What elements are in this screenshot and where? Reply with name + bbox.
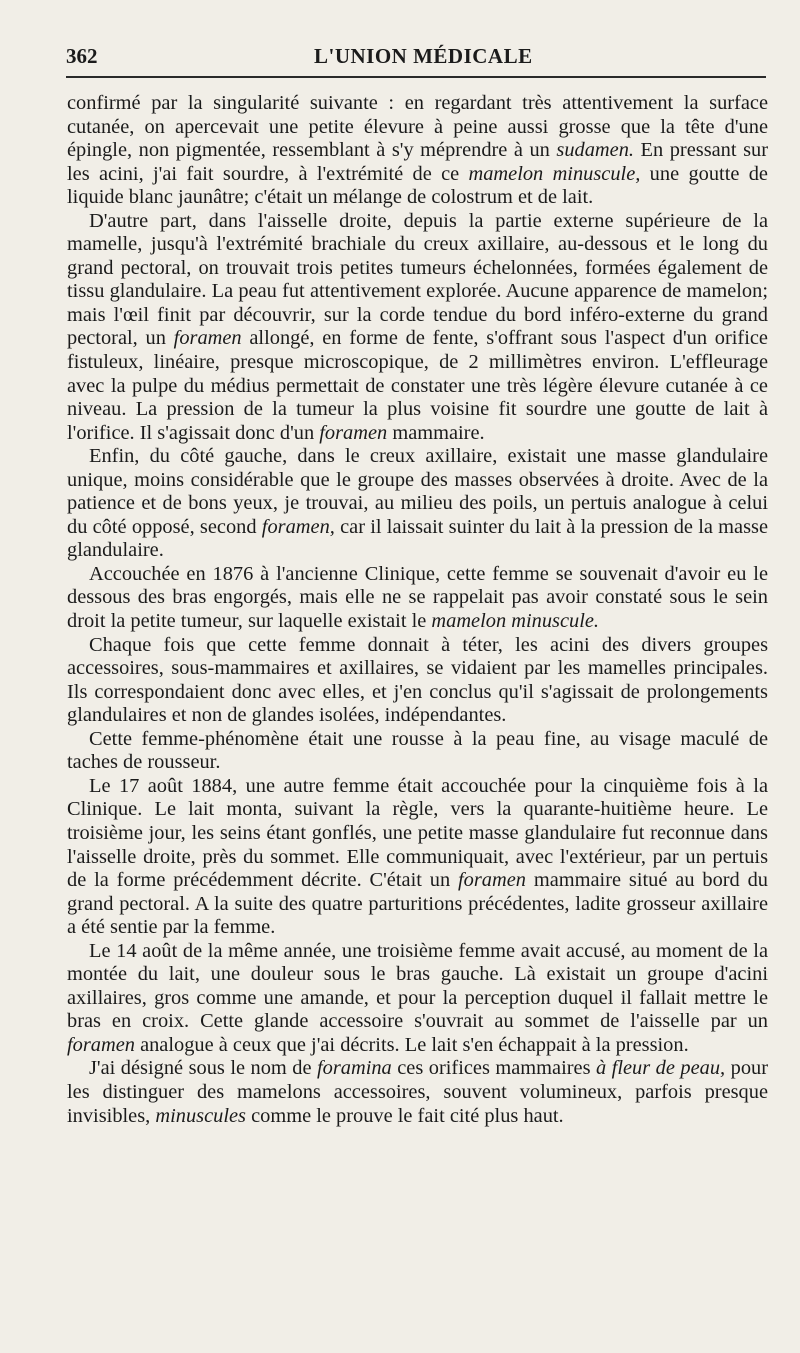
text-run: J'ai désigné sous le nom de — [89, 1057, 317, 1080]
text-run: allongé, en forme de fente, s'offrant sous l'aspect d'un orifice fistuleux, linéaire, presque microscopique, de 2 millimètres environ. L'effleurage avec la pulpe du médius permettait de constater une très légère élevure cutanée à ce niveau. La pression de la tumeur la plus voisine fit sourdre une goutte de lait à l'orifice. Il s'agissait donc d'un — [67, 327, 768, 444]
paragraph — [67, 775, 768, 940]
paragraph — [67, 563, 768, 634]
italic-text: foramina — [316, 1057, 392, 1080]
italic-text: mamelon minuscule. — [431, 610, 600, 633]
page-header — [66, 44, 766, 74]
text-run: car il laissait suinter du lait à la pression de la masse glandulaire. — [67, 515, 769, 562]
paragraph — [67, 92, 768, 210]
paragraph — [67, 1057, 768, 1128]
text-run: analogue à ceux que j'ai décrits. Le lait s'en échappait à la pression. — [134, 1033, 689, 1056]
text-run: pour les distinguer des mamelons accessoires, souvent volumineux, parfois presque invisibles, — [67, 1057, 768, 1127]
paragraph — [67, 728, 768, 775]
running-title: L'UNION MÉDICALE — [314, 44, 533, 68]
italic-text: foramen — [173, 327, 242, 350]
text-run: Accouchée en 1876 à l'ancienne Clinique, cette femme se souvenait d'avoir eu le dessous des bras engorgés, mais elle ne se rappelait pas avoir constaté sous le sein droit la petite tumeur, sur laquelle existait le — [67, 562, 768, 633]
italic-text: mamelon minuscule, — [468, 162, 641, 185]
italic-text: sudamen. — [556, 139, 634, 162]
text-run: août de la même année, une troisième femme avait accusé, au moment de la montée du lait, une douleur sous le bras gauche. Là existait un groupe d'acini axillaires, gros comme une amande, et pour la perception duquel il fallait mettre le bras en croix. Cette glande accessoire s'ouvrait au sommet de l'aisselle par un — [67, 939, 769, 1033]
text-run: En pressant sur les acini, j'ai fait sourdre, à l'extrémité de ce — [67, 139, 768, 185]
text-run: D'autre part, dans l'aisselle droite, depuis la partie externe supérieure de la mamelle, jusqu'à l'extrémité brachiale du creux axillaire, au-dessous et le long du grand pectoral, on trouvait trois petites tumeurs échelonnées, formées également de tissu glandulaire. La peau fut attentivement explorée. Aucune apparence de mamelon; mais l'œil finit par découvrir, sur la corde tendue du bord inféro-externe du grand pectoral, un — [67, 209, 768, 350]
text-run: Cette femme-phénomène était une rousse à la peau fine, au visage maculé de taches de rousseur. — [67, 727, 768, 774]
italic-text: foramen — [67, 1033, 135, 1056]
italic-text: foramen — [319, 421, 388, 444]
text-run: Le — [89, 774, 119, 797]
bold-number: 14 — [116, 939, 137, 962]
text-run: confirmé par la singularité suivante : en regardant très attentivement la surface cutanée, on apercevait une petite élevure à peine aussi grosse que la tête d'une épingle, non pigmentée, ressemblant à s'y méprendre à un — [67, 92, 768, 162]
text-run: Enfin, du côté gauche, dans le creux axillaire, existait une masse glandulaire unique, moins considérable que le groupe des masses observées à droite. Avec de la patience et de bons yeux, je trouvai, au milieu des poils, un pertuis analogue à celui du côté opposé, second — [67, 445, 768, 538]
italic-text: à fleur de peau, — [596, 1057, 726, 1080]
italic-text: minuscules — [155, 1104, 246, 1127]
text-run: août 1884, une autre femme était accouchée pour la cinquième fois à la Clinique. Le lait monta, suivant la règle, vers la quarante-huitième heure. Le troisième jour, les seins étant gonflés, une petite masse glandulaire fut reconnue dans l'aisselle droite, près du sommet. Elle communiquait, avec l'extérieur, par un pertuis de la forme précédemment décrite. C'était un — [67, 774, 768, 892]
text-run: mammaire. — [387, 421, 485, 444]
paragraph — [67, 634, 768, 728]
text-run: mammaire situé au bord du grand pectoral. A la suite des quatre parturitions précédentes, ladite grosseur axillaire a été sentie par la femme. — [67, 869, 768, 939]
paragraph — [67, 210, 768, 445]
text-run: comme le prouve le fait cité plus haut. — [246, 1104, 564, 1127]
italic-text: foramen — [458, 869, 526, 892]
text-run: ces orifices mammaires — [391, 1057, 596, 1080]
paragraph — [67, 940, 768, 1058]
text-run: une goutte de liquide blanc jaunâtre; c'était un mélange de colostrum et de lait. — [67, 162, 768, 209]
text-run: Le — [89, 939, 117, 962]
italic-text: foramen, — [261, 515, 335, 538]
bold-number: 17 — [118, 774, 140, 797]
page-number: 362 — [66, 44, 98, 68]
body-text — [67, 92, 768, 1128]
header-rule — [66, 76, 766, 78]
paragraph — [67, 445, 768, 563]
text-run: Chaque fois que cette femme donnait à téter, les acini des divers groupes accessoires, sous-mammaires et axillaires, se vidaient par les mamelles principales. Ils correspondaient donc avec elles, et j'en conclus qu'il s'agissait de prolongements glandulaires et non de glandes isolées, indépendantes. — [67, 633, 768, 727]
